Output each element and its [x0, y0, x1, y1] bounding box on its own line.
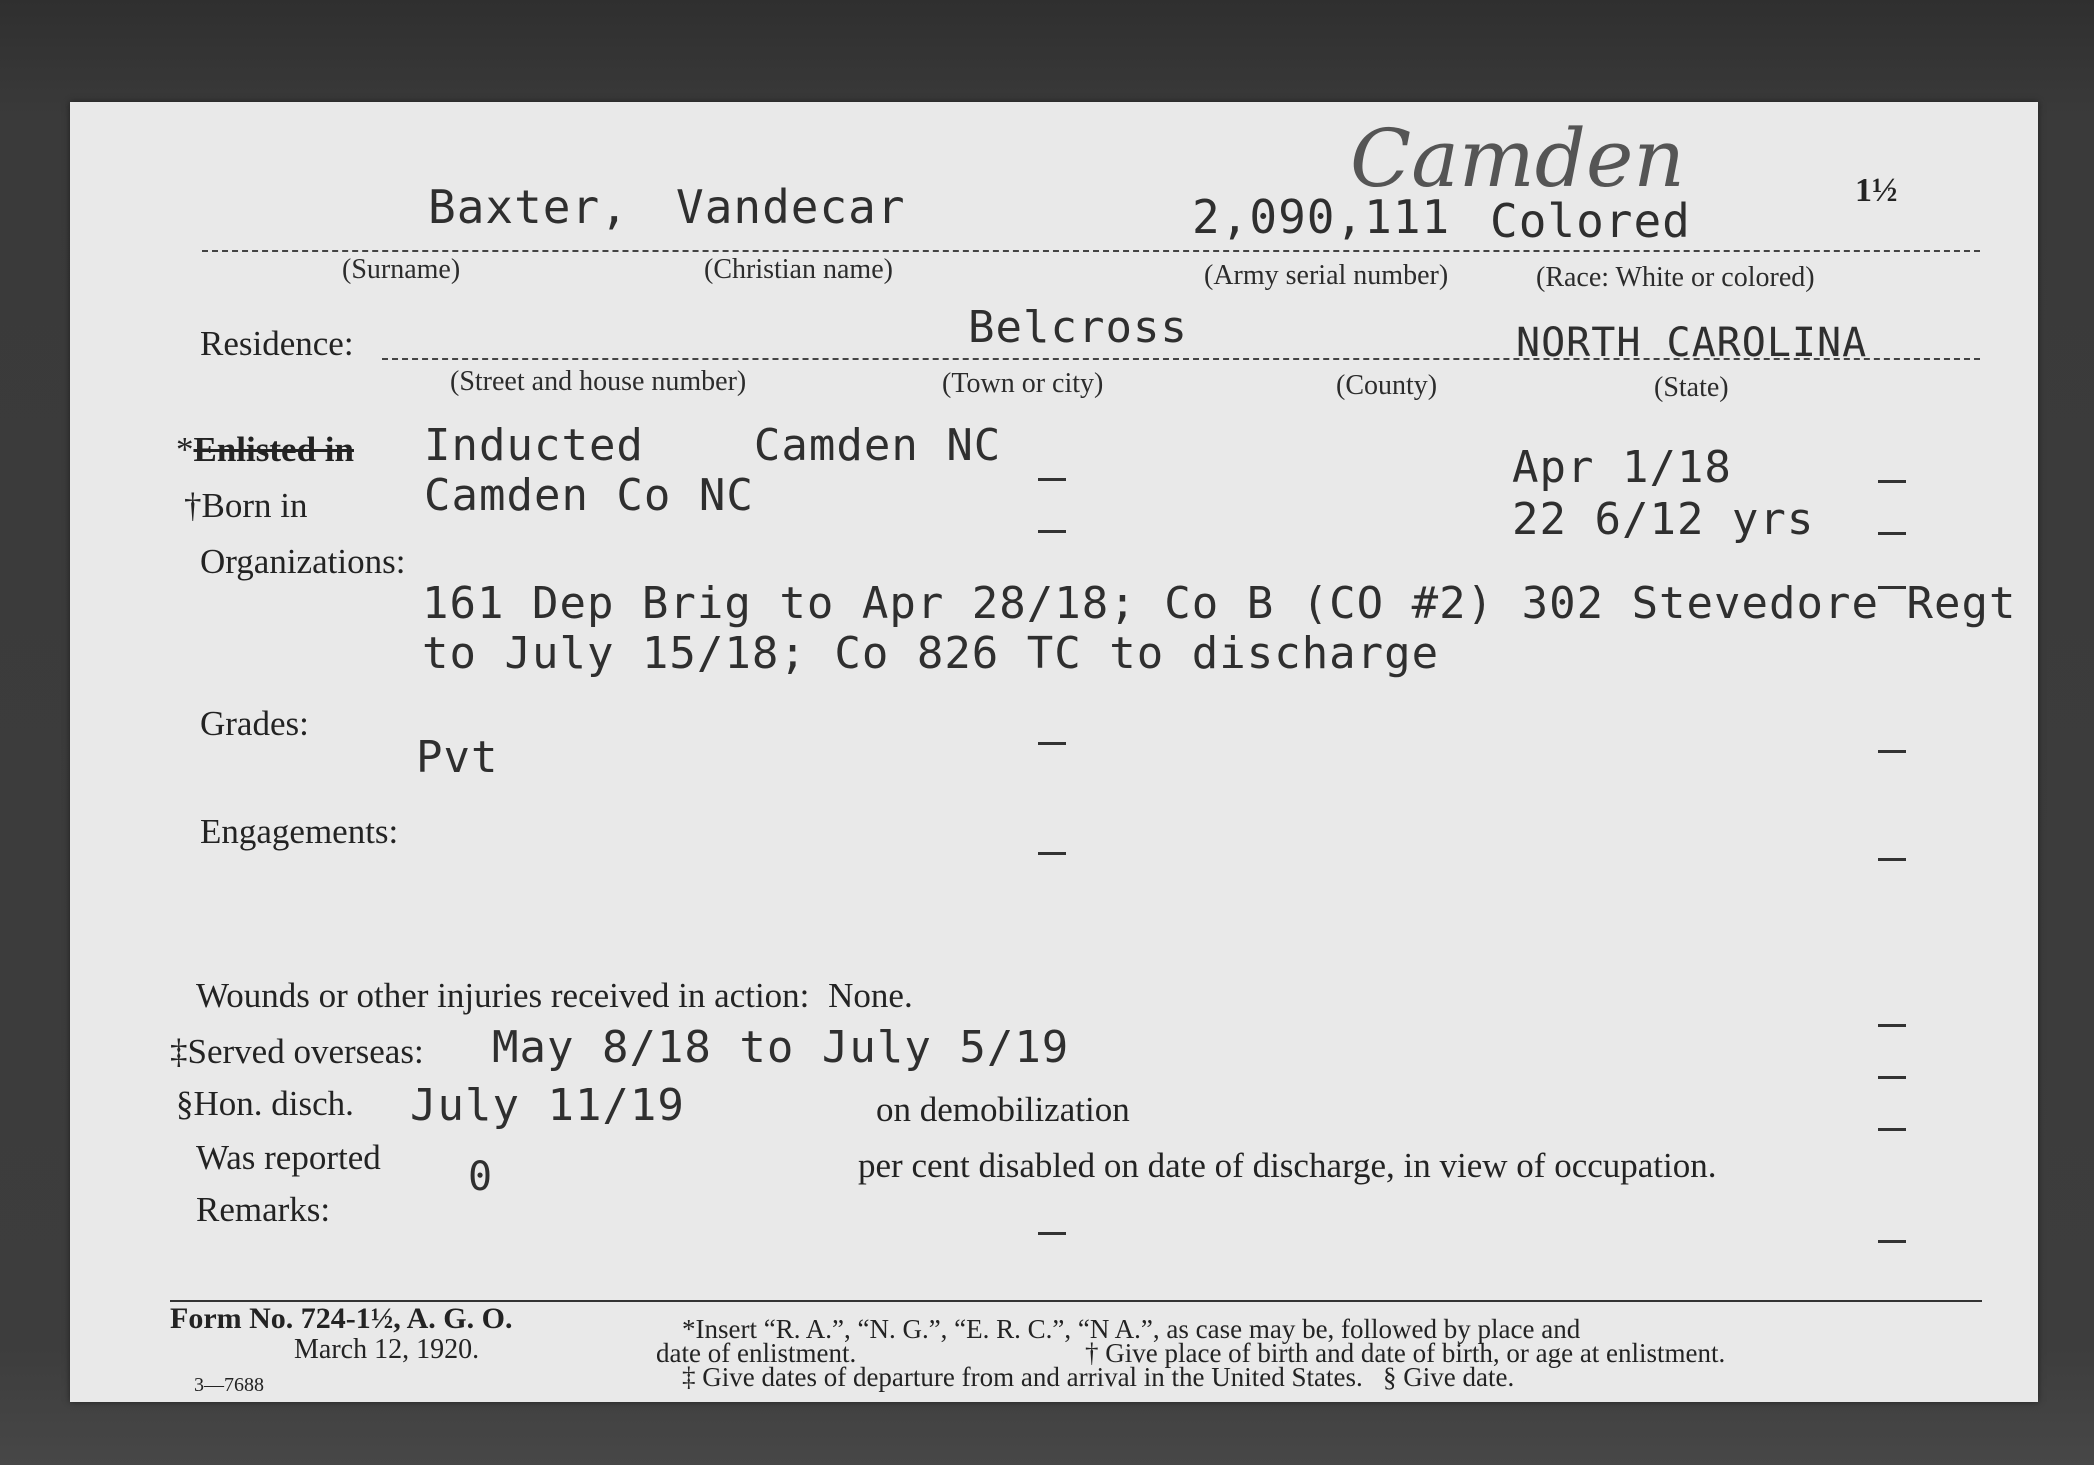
- residence-state-value: NORTH CAROLINA: [1516, 320, 1868, 366]
- christian-name-label: (Christian name): [704, 254, 893, 285]
- disability-text: per cent disabled on date of discharge, in view of occupation.: [858, 1146, 1717, 1185]
- wounds-row: [196, 976, 913, 1016]
- town-label: (Town or city): [942, 368, 1104, 399]
- dash: [1878, 750, 1906, 753]
- print-code: 3—7688: [194, 1374, 264, 1396]
- enlisted-label: Enlisted in: [193, 430, 354, 469]
- organizations-label: Organizations:: [200, 542, 406, 581]
- form-date: March 12, 1920.: [294, 1334, 480, 1365]
- born-label: †Born in: [184, 486, 308, 525]
- dash: [1038, 530, 1066, 533]
- corner-mark: 1½: [1855, 172, 1898, 209]
- dash: [1878, 1024, 1906, 1027]
- dash: [1878, 858, 1906, 861]
- dash: [1878, 1240, 1906, 1243]
- dash: [1038, 1232, 1066, 1235]
- residence-rule: [382, 358, 1980, 360]
- remarks-label: Remarks:: [196, 1190, 331, 1229]
- disability-label: Was reported: [196, 1138, 381, 1177]
- engagements-label: Engagements:: [200, 812, 399, 851]
- enlisted-value: Inducted Camden NC: [424, 420, 1002, 471]
- organizations-line-1: 161 Dep Brig to Apr 28/18; Co B (CO #2) 302 Stevedore Regt: [422, 578, 2017, 629]
- born-age-value: 22 6/12 yrs: [1512, 494, 1815, 545]
- discharge-reason: on demobilization: [876, 1090, 1130, 1129]
- footnote-1: *Insert “R. A.”, “N. G.”, “E. R. C.”, “N A.”, as case may be, followed by place and: [682, 1314, 1581, 1344]
- wounds-value: None.: [828, 976, 913, 1015]
- disability-value: 0: [468, 1154, 494, 1200]
- enlisted-label-wrap: [176, 430, 354, 470]
- grades-label: Grades:: [200, 704, 309, 743]
- discharge-label: §Hon. disch.: [176, 1084, 354, 1123]
- handwritten-county-note: Camden: [1350, 112, 1685, 205]
- serial-number-value: 2,090,111: [1192, 190, 1451, 244]
- race-label: (Race: White or colored): [1536, 262, 1815, 293]
- footnote-2a: date of enlistment.: [656, 1338, 857, 1368]
- footnote-2b: † Give place of birth and date of birth, or age at enlistment.: [1085, 1338, 1726, 1368]
- residence-label: Residence:: [200, 324, 354, 363]
- dash: [1878, 1128, 1906, 1131]
- enlisted-date-value: Apr 1/18: [1512, 442, 1732, 493]
- race-value: Colored: [1490, 194, 1691, 248]
- dash: [1878, 1076, 1906, 1079]
- enlisted-star: *: [176, 430, 194, 469]
- grades-value: Pvt: [416, 732, 499, 783]
- residence-town-value: Belcross: [968, 302, 1188, 353]
- street-label: (Street and house number): [450, 366, 747, 397]
- organizations-line-2: to July 15/18; Co 826 TC to discharge: [422, 628, 1440, 679]
- overseas-label: ‡Served overseas:: [170, 1032, 424, 1071]
- wounds-label: Wounds or other injuries received in action:: [196, 976, 810, 1015]
- footnote-3: ‡ Give dates of departure from and arrival in the United States. § Give date.: [682, 1362, 1515, 1392]
- dash: [1878, 480, 1906, 483]
- dash: [1878, 532, 1906, 535]
- discharge-value: July 11/19: [410, 1080, 685, 1131]
- surname-label: (Surname): [342, 254, 461, 285]
- county-label: (County): [1336, 370, 1438, 401]
- header-rule: [202, 250, 1980, 252]
- dash: [1038, 478, 1066, 481]
- service-record-card: [70, 102, 2038, 1402]
- form-number: Form No. 724-1½, A. G. O.: [170, 1302, 513, 1335]
- dash: [1038, 742, 1066, 745]
- overseas-value: May 8/18 to July 5/19: [492, 1022, 1070, 1073]
- serial-number-label: (Army serial number): [1204, 260, 1449, 291]
- state-label: (State): [1654, 372, 1729, 403]
- dash: [1038, 852, 1066, 855]
- surname-value: Baxter,: [428, 180, 629, 234]
- christian-name-value: Vandecar: [676, 180, 906, 234]
- born-value: Camden Co NC: [424, 470, 754, 521]
